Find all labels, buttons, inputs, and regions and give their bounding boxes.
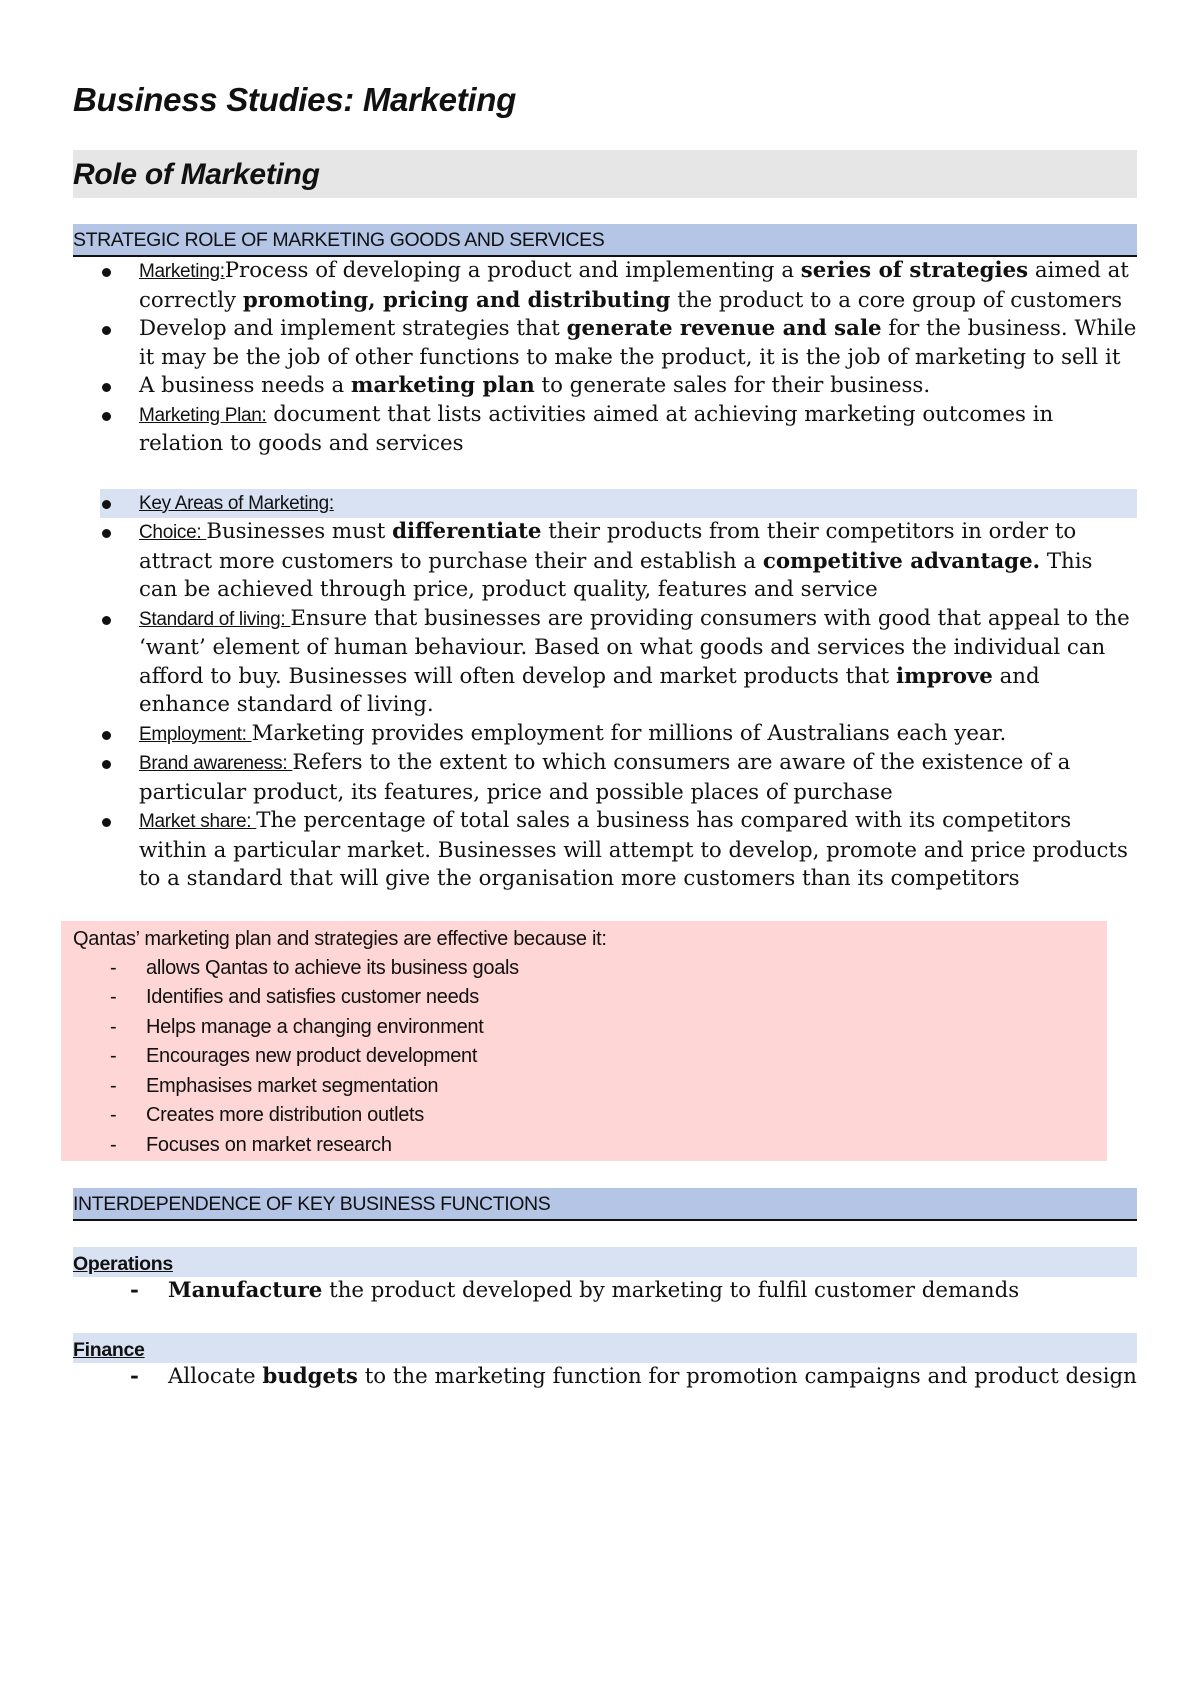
list-item [73, 605, 1137, 720]
document-page [73, 80, 1137, 1392]
item-text: Helps manage a changing environment [146, 1015, 484, 1038]
bullet-icon [102, 383, 111, 392]
strategic-heading: STRATEGIC ROLE OF MARKETING GOODS AND SERVICES [73, 224, 1137, 257]
key-areas-label: Key Areas of Marketing: [139, 492, 334, 514]
bullet-icon [102, 760, 111, 769]
dash-marker: - [110, 986, 117, 1008]
item-text: the product to a core group of customers [670, 287, 1123, 313]
key-areas-list [73, 489, 1137, 894]
item-text: Identifies and satisfies customer needs [146, 986, 479, 1008]
dash-marker: - [110, 1015, 117, 1038]
qantas-callout [61, 921, 1107, 1161]
item-text: their products from their competitors in order to attract more customers to purchase their and establish a [139, 519, 1077, 574]
dash-marker: - [110, 1104, 117, 1126]
key-areas-heading [100, 489, 1137, 519]
dash-marker: - [110, 1133, 117, 1156]
list-item [73, 1363, 1137, 1392]
item-text: to generate sales for their business. [534, 373, 931, 398]
item-text: aimed at correctly [139, 258, 1129, 313]
list-item [73, 1131, 1107, 1161]
list-item [73, 720, 1137, 750]
list-item [73, 315, 1137, 372]
list-item [73, 372, 1137, 401]
term-label: Market share: [139, 811, 257, 832]
term-label: Choice: [139, 522, 207, 543]
list-item [73, 518, 1137, 605]
bullet-icon [102, 412, 111, 421]
item-bold: Manufacture [168, 1277, 323, 1303]
finance-list [73, 1363, 1137, 1392]
item-text: Process of developing a product and implementing a [224, 258, 801, 283]
term-label: Brand awareness: [139, 753, 293, 774]
item-text: A business needs a [139, 373, 351, 398]
item-text: document that lists activities aimed at achieving marketing outcomes in relation to goods and services [139, 401, 1054, 456]
item-text: to the marketing function for promotion campaigns and product design [357, 1364, 1137, 1389]
list-item [73, 1013, 1107, 1043]
item-text: Marketing provides employment for millions of Australians each year. [251, 720, 1007, 746]
list-item [73, 954, 1107, 984]
item-bold: generate revenue and sale [566, 316, 882, 341]
operations-heading: Operations [73, 1247, 1137, 1277]
item-bold: budgets [262, 1364, 358, 1389]
section-heading-role: Role of Marketing [73, 150, 1137, 198]
item-bold: improve [895, 663, 993, 689]
bullet-icon [102, 500, 111, 509]
list-item [73, 807, 1137, 894]
item-text: Focuses on market research [146, 1133, 392, 1156]
term-label: Standard of living: [139, 608, 291, 630]
dash-marker: - [130, 1277, 139, 1303]
bullet-icon [102, 268, 111, 277]
item-bold: series of strategies [800, 258, 1029, 283]
strategic-list [73, 257, 1137, 459]
item-text: allows Qantas to achieve its business goals [146, 956, 519, 979]
item-bold: competitive advantage. [762, 548, 1041, 574]
item-text: Creates more distribution outlets [146, 1104, 425, 1126]
list-item [73, 1072, 1107, 1102]
item-bold: promoting, pricing and distributing [242, 287, 671, 313]
item-text: for the business. While it may be the job of other functions to make the product, it is the job of marketing to sell it [139, 316, 1137, 370]
item-text: Encourages new product development [146, 1045, 478, 1067]
bullet-icon [102, 731, 111, 740]
document-title: Business Studies: Marketing [73, 81, 517, 118]
item-bold: marketing plan [350, 373, 535, 398]
list-item [73, 1277, 1137, 1306]
item-text: Emphasises market segmentation [146, 1074, 439, 1097]
item-text: and enhance standard of living. [139, 663, 1040, 717]
bullet-icon [102, 818, 111, 827]
item-text: The percentage of total sales a business has compared with its competitors within a particular market. Businesses will attempt to develop, promote and price products to a standard that will give the organisation more customers than its competitors [139, 808, 1128, 891]
term-label: Employment: [139, 723, 252, 745]
item-text: Businesses must [206, 519, 393, 544]
dash-marker: - [110, 1045, 117, 1067]
dash-marker: - [110, 1074, 117, 1097]
list-item [73, 749, 1137, 807]
term-label: Marketing Plan: [139, 404, 267, 426]
finance-heading: Finance [73, 1333, 1137, 1363]
list-item [73, 1042, 1107, 1072]
list-item [73, 401, 1137, 459]
list-item [73, 1101, 1107, 1131]
interdependence-heading: INTERDEPENDENCE OF KEY BUSINESS FUNCTIONS [73, 1188, 1137, 1221]
item-text: Develop and implement strategies that [139, 316, 567, 341]
list-item [73, 257, 1137, 315]
item-text: Ensure that businesses are providing consumers with good that appeal to the ‘want’ element of human behaviour. Based on what goods and services the individual can afford to buy. Businesses will often develop and market products that [139, 605, 1130, 689]
dash-marker: - [130, 1364, 139, 1389]
item-text: the product developed by marketing to fulfil customer demands [322, 1277, 1020, 1303]
qantas-intro: Qantas’ marketing plan and strategies are effective because it: [73, 927, 607, 950]
item-text: Allocate [168, 1364, 263, 1389]
item-bold: differentiate [392, 519, 542, 544]
item-text: Refers to the extent to which consumers are aware of the existence of a particular product, its features, price and possible places of purchase [139, 750, 1071, 805]
bullet-icon [102, 326, 111, 335]
bullet-icon [102, 616, 111, 625]
term-label: Marketing: [139, 261, 225, 282]
qantas-list [73, 954, 1107, 1161]
operations-list [73, 1277, 1137, 1306]
dash-marker: - [110, 956, 117, 979]
bullet-icon [102, 529, 111, 538]
list-item [73, 983, 1107, 1013]
item-text: This can be achieved through price, product quality, features and service [139, 548, 1093, 602]
